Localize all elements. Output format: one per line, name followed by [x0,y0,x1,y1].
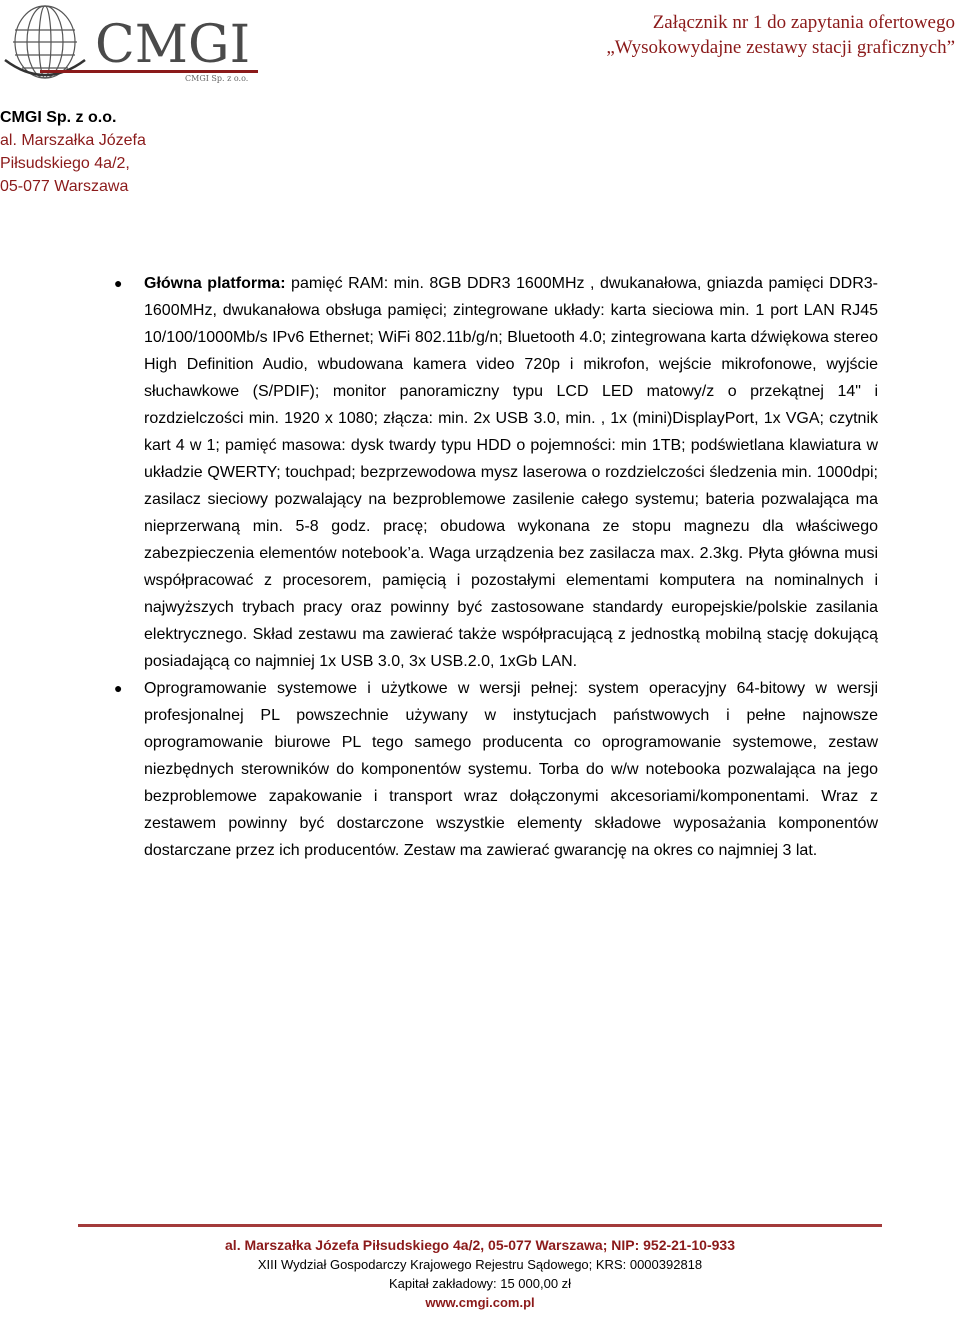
company-street: al. Marszałka Józefa [0,132,146,149]
company-city: 05-077 Warszawa [0,178,129,195]
logo-subtext: CMGI Sp. z o.o. [185,74,249,83]
bullet-icon: ● [114,275,123,291]
page-footer [0,1235,960,1312]
globe-icon [5,6,85,78]
item-text: Oprogramowanie systemowe i użytkowe w wersji pełnej: system operacyjny 64-bitowy w wersji profesjonalnej PL powszechnie używany w instytucjach państwowych i pełne najnowsze oprogramowanie biurowe PL tego samego producenta co oprogramowanie systemowe, zestaw niezbędnych sterowników do komponentów systemu. Torba do w/w notebooka pozwalająca na jego bezproblemowe zapakowanie i transport wraz dołączonymi akcesoriami/komponentami. Wraz z zestawem powinny być dostarczone wszystkie elementy składowe wyposażania komponentów dostarczane przez ich producentów. Zestaw ma zawierać gwarancję na okres co najmniej 3 lat. [144,680,878,859]
footer-website-link[interactable]: www.cmgi.com.pl [425,1295,535,1310]
footer-address: al. Marszałka Józefa Piłsudskiego 4a/2, 05-077 Warszawa; NIP: 952-21-10-933 [225,1237,735,1253]
footer-capital: Kapitał zakładowy: 15 000,00 zł [388,1276,572,1291]
attachment-title: Załącznik nr 1 do zapytania ofertowego [652,12,955,33]
specification-list [108,270,878,864]
company-address-block [0,106,146,198]
list-item [108,675,878,864]
list-item [108,270,878,675]
company-name: CMGI Sp. z o.o. [0,109,117,126]
bullet-icon: ● [114,680,123,696]
footer-divider [78,1224,882,1227]
company-street-number: Piłsudskiego 4a/2, [0,155,130,172]
footer-registry: XIII Wydział Gospodarczy Krajowego Rejestru Sądowego; KRS: 0000392818 [257,1257,703,1272]
document-header [606,10,955,60]
item-label: Główna platforma: [144,275,286,292]
item-text: pamięć RAM: min. 8GB DDR3 1600MHz , dwukanałowa, gniazda pamięci DDR3-1600MHz, dwukanałowa obsługa pamięci; zintegrowane układy: karta sieciowa min. 1 port LAN RJ45 10/100/1000Mb/s IPv6 Ethernet; WiFi 802.11b/g/n; Bluetooth 4.0; zintegrowana karta dźwiękowa stereo High Definition Audio, wbudowana kamera video 720p i mikrofon, wejście mikrofonowe, wyjście słuchawkowe (S/PDIF); monitor panoramiczny typu LCD LED matowy/z o przekątnej 14" i rozdzielczości min. 1920 x 1080; złącza: min. 2x USB 3.0, min. , 1x (mini)DisplayPort, 1x VGA; czytnik kart 4 w 1; pamięć masowa: dysk twardy typu HDD o pojemności: min 1TB; podświetlana klawiatura w układzie QWERTY; touchpad; bezprzewodowa mysz laserowa o rozdzielczości śledzenia min. 1000dpi; zasilacz sieciowy pozwalający na bezproblemowe zasilenie całego systemu; bateria pozwalająca ma nieprzerwaną min. 5-8 godz. pracę; obudowa wykonana ze stopu magnezu dla właściwego zabezpieczenia elementów notebook’a. Waga urządzenia bez zasilacza max. 2.3kg. Płyta główna musi współpracować z procesorem, pamięcią i pozostałymi elementami komputera na nominalnych i najwyższych trybach pracy oraz powinny być zastosowane standardy europejskie/polskie zasilania elektrycznego. Skład zestawu ma zawierać także współpracującą z jednostką mobilną stację dokującą posiadającą co najmniej 1x USB 3.0, 3x USB.2.0, 1xGb LAN. [144,275,879,670]
inquiry-subject: „Wysokowydajne zestawy stacji graficznych” [606,37,955,58]
logo-wordmark: CMGI [95,15,251,75]
cmgi-logo [0,0,260,88]
